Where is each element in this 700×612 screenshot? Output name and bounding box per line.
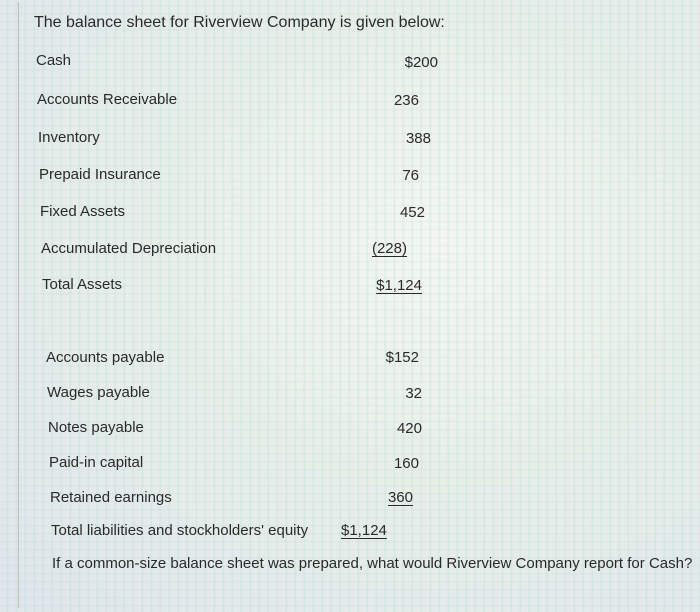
asset-label-accounts-receivable: Accounts Receivable	[37, 91, 178, 108]
asset-label-total-assets: Total Assets	[42, 276, 123, 293]
asset-value-inventory: 388	[405, 130, 431, 147]
liability-value-wages-payable: 32	[405, 385, 422, 402]
page-title: The balance sheet for Riverview Company is given below:	[34, 14, 445, 31]
asset-value-total-assets: $1,124	[376, 277, 422, 294]
liability-label-notes-payable: Notes payable	[48, 419, 144, 436]
asset-label-inventory: Inventory	[38, 129, 100, 146]
asset-label-fixed-assets: Fixed Assets	[40, 203, 126, 220]
asset-label-prepaid-insurance: Prepaid Insurance	[39, 166, 161, 183]
asset-label-accumulated-depreciation: Accumulated Depreciation	[41, 240, 217, 257]
asset-value-cash: $200	[404, 54, 438, 71]
asset-value-prepaid-insurance: 76	[402, 167, 419, 184]
liability-label-retained-earnings: Retained earnings	[50, 489, 172, 506]
liability-value-retained-earnings: 360	[387, 489, 413, 506]
liability-value-accounts-payable: $152	[385, 349, 419, 366]
asset-value-fixed-assets: 452	[399, 204, 425, 221]
asset-label-cash: Cash	[36, 52, 72, 69]
liability-value-notes-payable: 420	[396, 420, 422, 437]
liability-label-paid-in-capital: Paid-in capital	[49, 454, 144, 471]
liability-label-total-liabilities-equity: Total liabilities and stockholders' equity	[51, 522, 309, 539]
liability-label-accounts-payable: Accounts payable	[46, 349, 165, 366]
asset-value-accumulated-depreciation: (228)	[371, 240, 407, 257]
question-text: If a common-size balance sheet was prepared, what would Riverview Company report for Cash?	[52, 555, 693, 572]
liability-label-wages-payable: Wages payable	[47, 384, 150, 401]
liability-value-paid-in-capital: 160	[393, 455, 419, 472]
liability-value-total-liabilities-equity: $1,124	[341, 522, 387, 539]
asset-value-accounts-receivable: 236	[393, 92, 419, 109]
